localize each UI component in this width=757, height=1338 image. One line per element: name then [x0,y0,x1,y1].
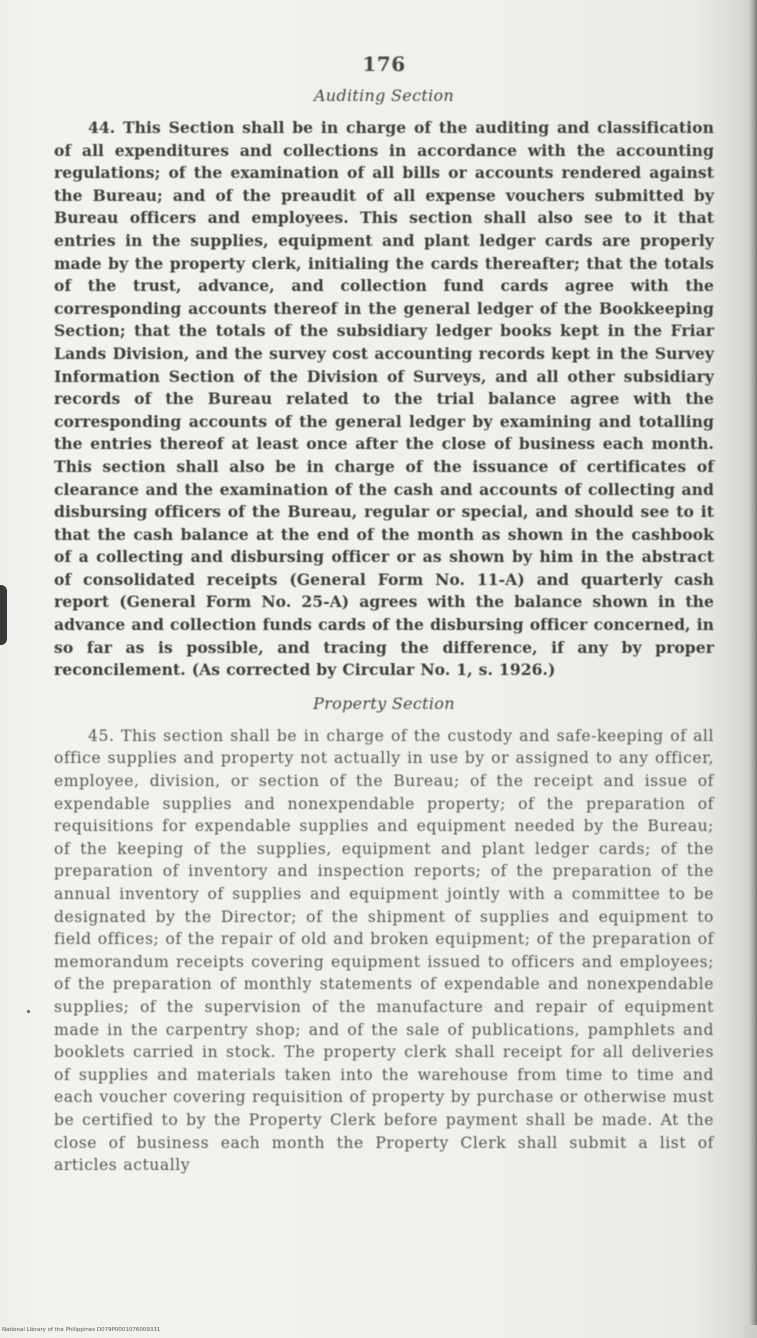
binding-mark [0,585,7,645]
auditing-section-heading: Auditing Section [313,86,455,105]
paper-speck [27,1010,30,1013]
page-content [54,52,714,1189]
page-number: 176 [362,52,406,76]
auditing-section-paragraph: 44. This Section shall be in charge of the auditing and classification of all expenditures and collections in accordance with the accounting regulations; of the examination of all bills or accounts rendered against the Bureau; and of the preaudit of all expense vouchers submitted by Bureau officers and employees. This section shall also see to it that entries in the supplies, equipment and plant ledger cards are properly made by the property clerk, initialing the cards thereafter; that the totals of the trust, advance, and collection fund cards agree with the corresponding accounts thereof in the general ledger of the Bookkeeping Section; that the totals of the subsidiary ledger books kept in the Friar Lands Division, and the survey cost accounting records kept in the Survey Information Section of the Division of Surveys, and all other subsidiary records of the Bureau related to the trial balance agree with the corresponding accounts of the general ledger by examining and totalling the entries thereof at least once after the close of business each month. This section shall also be in charge of the issuance of certificates of clearance and the examination of the cash and accounts of collecting and disbursing officers of the Bureau, regular or special, and should see to it that the cash balance at the end of the month as shown in the cashbook of a collecting and disbursing officer or as shown by him in the abstract of consolidated receipts (General Form No. 11-A) and quarterly cash report (General Form No. 25-A) agrees with the balance shown in the advance and collection funds cards of the disbursing officer concerned, in so far as is possible, and tracing the difference, if any by proper reconcilement. (As corrected by Circular No. 1, s. 1926.) [54,118,714,680]
page-edge-shadow [749,0,757,1325]
property-section-paragraph: 45. This section shall be in charge of the custody and safe-keeping of all office supplies and property not actually in use by or assigned to any officer, employee, division, or section of the Bureau; of the receipt and issue of expendable supplies and nonexpendable property; of the preparation of requisitions for expendable supplies and equipment needed by the Bureau; of the keeping of the supplies, equipment and plant ledger cards; of the preparation of inventory and inspection reports; of the preparation of the annual inventory of supplies and equipment jointly with a committee to be designated by the Director; of the shipment of supplies and equipment to field offices; of the repair of old and broken equipment; of the preparation of memorandum receipts covering equipment issued to officers and employees; of the preparation of monthly statements of expendable and nonexpendable supplies; of the supervision of the manufacture and repair of equipment made in the carpentry shop; and of the sale of publications, pamphlets and booklets carried in stock. The property clerk shall receipt for all deliveries of supplies and materials taken into the warehouse from time to time and each voucher covering requisition of property by purchase or otherwise must be certified to by the Property Clerk before payment shall be made. At the close of business each month the Property Clerk shall submit a list of articles actually [54,726,715,1175]
archive-footer: National Library of the Philippines D079P0001076009331 [2,1327,161,1333]
property-section-heading: Property Section [313,693,455,713]
